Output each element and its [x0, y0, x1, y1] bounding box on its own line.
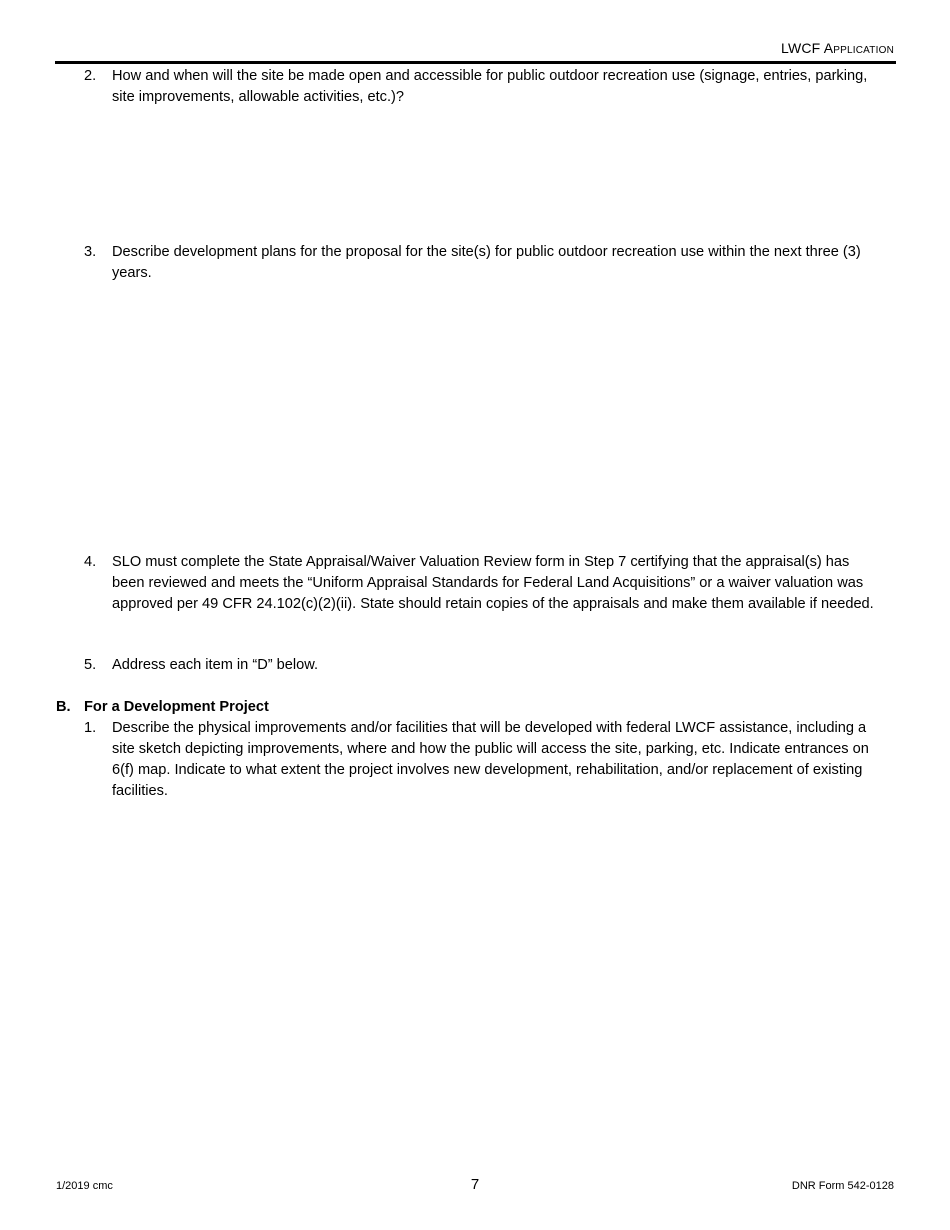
- question-text: Describe development plans for the proposal for the site(s) for public outdoor recreation use within the next three (3) years.: [112, 244, 861, 281]
- question-number: 2.: [84, 68, 97, 84]
- question-text: SLO must complete the State Appraisal/Waiver Valuation Review form in Step 7 certifying that the appraisal(s) has been reviewed and meets the “Uniform Appraisal Standards for Federal Land Acquisitions” or a waiver valuation was approved per 49 CFR 24.102(c)(2)(ii). State should retain copies of the appraisals and make them available if needed.: [112, 554, 874, 612]
- question-3: [84, 242, 884, 284]
- question-text: Describe the physical improvements and/or facilities that will be developed with federal LWCF assistance, including a site sketch depicting improvements, where and how the public will access the site, parking, etc. Indicate entrances on 6(f) map. Indicate to what extent the project involves new development, rehabilitation, and/or replacement of existing facilities.: [112, 720, 869, 799]
- section-letter: B.: [56, 699, 71, 715]
- question-text: How and when will the site be made open and accessible for public outdoor recreation use (signage, entries, parking, site improvements, allowable activities, etc.)?: [112, 68, 868, 105]
- question-number: 4.: [84, 554, 97, 570]
- header-rule: [55, 61, 896, 64]
- question-number: 1.: [84, 720, 97, 736]
- page-number: 7: [470, 1176, 480, 1193]
- question-number: 5.: [84, 657, 97, 673]
- section-b-heading: [56, 697, 269, 718]
- question-2: [84, 66, 884, 108]
- section-title: For a Development Project: [84, 699, 269, 715]
- question-number: 3.: [84, 244, 97, 260]
- form-number: DNR Form 542-0128: [791, 1180, 894, 1192]
- header-title: LWCF Application: [781, 40, 894, 56]
- question-5: [84, 655, 884, 676]
- question-text: Address each item in “D” below.: [112, 657, 319, 673]
- footer-date: 1/2019 cmc: [56, 1180, 113, 1192]
- question-4: [84, 552, 884, 615]
- section-b-question-1: [84, 718, 884, 802]
